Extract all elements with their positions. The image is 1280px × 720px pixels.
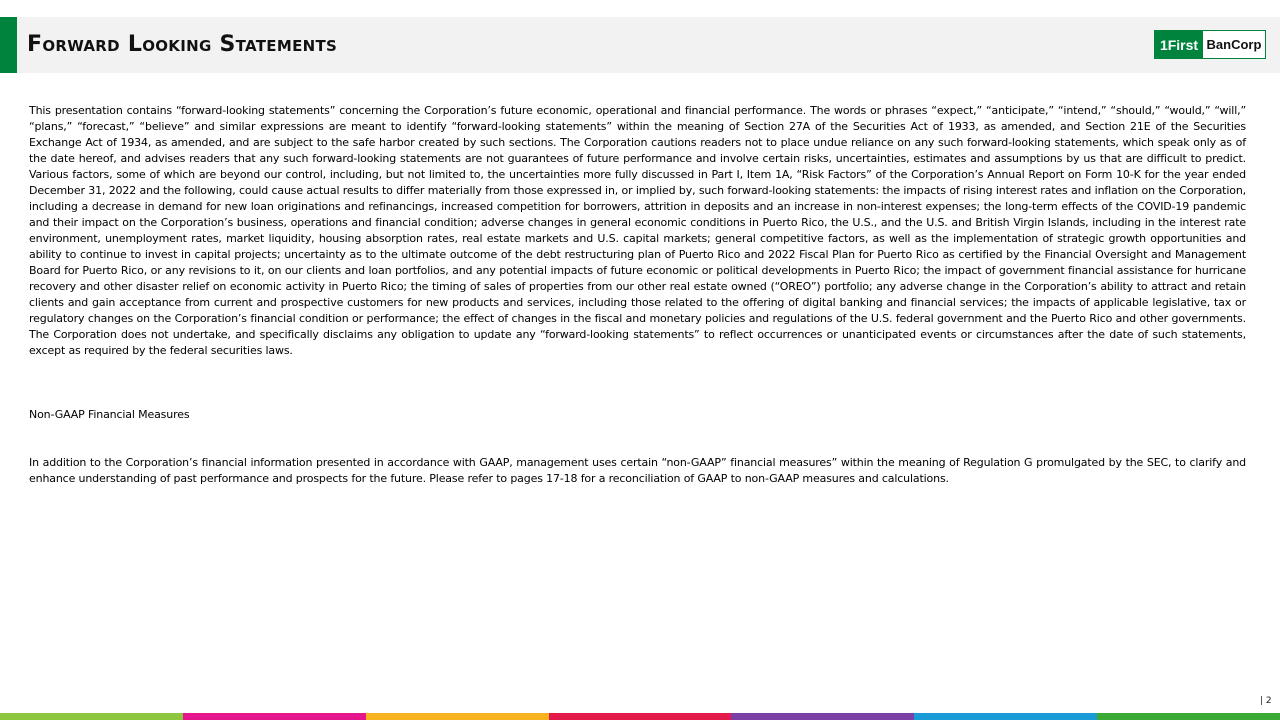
header-accent-bar bbox=[0, 17, 17, 73]
footer-color-segment bbox=[366, 713, 549, 720]
footer-color-segment bbox=[549, 713, 732, 720]
non-gaap-heading: Non-GAAP Financial Measures bbox=[29, 408, 190, 421]
non-gaap-paragraph: In addition to the Corporation’s financial information presented in accordance with GAAP, management uses certain “non-GAAP” financial measures” within the meaning of Regulation G promulgated by the SEC, to clarify and enhance understanding of past performance and prospects for the future. Please refer to pages 17-18 for a reconciliation of GAAP to non-GAAP measures and calculations. bbox=[29, 456, 1246, 485]
forward-looking-paragraph: This presentation contains “forward-looking statements” concerning the Corporation’s future economic, operational and financial performance. The words or phrases “expect,” “anticipate,” “intend,” “should,” “would,” “will,” “plans,” “forecast,” “believe” and similar expressions are meant to identify “forward-looking statements” within the meaning of Section 27A of the Securities Act of 1933, as amended, and Section 21E of the Securities Exchange Act of 1934, as amended, and are subject to the safe harbor created by such sections. The Corporation cautions readers not to place undue reliance on any such forward-looking statements, which speak only as of the date hereof, and advises readers that any such forward-looking statements are not guarantees of future performance and involve certain risks, uncertainties, estimates and assumptions by us that are difficult to predict. Various factors, some of which are beyond our control, including, but not limited to, the uncertainties more fully discussed in Part I, Item 1A, “Risk Factors” of the Corporation’s Annual Report on Form 10-K for the year ended December 31, 2022 and the following, could cause actual results to differ materially from those expressed in, or implied by, such forward-looking statements: the impacts of rising interest rates and inflation on the Corporation, including a decrease in demand for new loan originations and refinancings, increased competition for borrowers, attrition in deposits and an increase in non-interest expenses; the long-term effects of the COVID-19 pandemic and their impact on the Corporation’s business, operations and financial condition; adverse changes in general economic conditions in Puerto Rico, the U.S., and the U.S. and British Virgin Islands, including in the interest rate environment, unemployment rates, market liquidity, housing absorption rates, real estate markets and U.S. capital markets; general competitive factors, as well as the implementation of strategic growth opportunities and ability to continue to invest in capital projects; uncertainty as to the ultimate outcome of the debt restructuring plan of Puerto Rico and 2022 Fiscal Plan for Puerto Rico as certified by the Financial Oversight and Management Board for Puerto Rico, or any revisions to it, on our clients and loan portfolios, and any potential impacts of future economic or political developments in Puerto Rico; the impact of government financial assistance for hurricane recovery and other disaster relief on economic activity in Puerto Rico; the timing of sales of properties from our other real estate owned (“OREO”) portfolio; any adverse change in the Corporation’s ability to attract and retain clients and gain acceptance from current and prospective customers for new products and services, including those related to the offering of digital banking and financial services; the impacts of applicable legislative, tax or regulatory changes on the Corporation’s financial condition or performance; the effect of changes in the fiscal and monetary policies and regulations of the U.S. federal government and the Puerto Rico and other governments. The Corporation does not undertake, and specifically disclaims any obligation to update any “forward-looking statements” to reflect occurrences or unanticipated events or circumstances after the date of such statements, except as required by the federal securities laws. bbox=[29, 104, 1246, 357]
footer-color-segment bbox=[731, 713, 914, 720]
footer-color-bar bbox=[0, 713, 1280, 720]
slide-title: Forward Looking Statements bbox=[27, 32, 338, 57]
footer-color-segment bbox=[183, 713, 366, 720]
slide-body bbox=[29, 103, 1246, 487]
footer-color-segment bbox=[1097, 713, 1280, 720]
slide-header bbox=[0, 17, 1280, 73]
footer-color-segment bbox=[914, 713, 1097, 720]
firstbancorp-logo bbox=[1154, 30, 1266, 59]
footer-color-segment bbox=[0, 713, 183, 720]
logo-first-text: 1First bbox=[1155, 31, 1203, 58]
page-number: | 2 bbox=[1260, 696, 1272, 706]
logo-bancorp-text: BanCorp bbox=[1206, 37, 1262, 52]
